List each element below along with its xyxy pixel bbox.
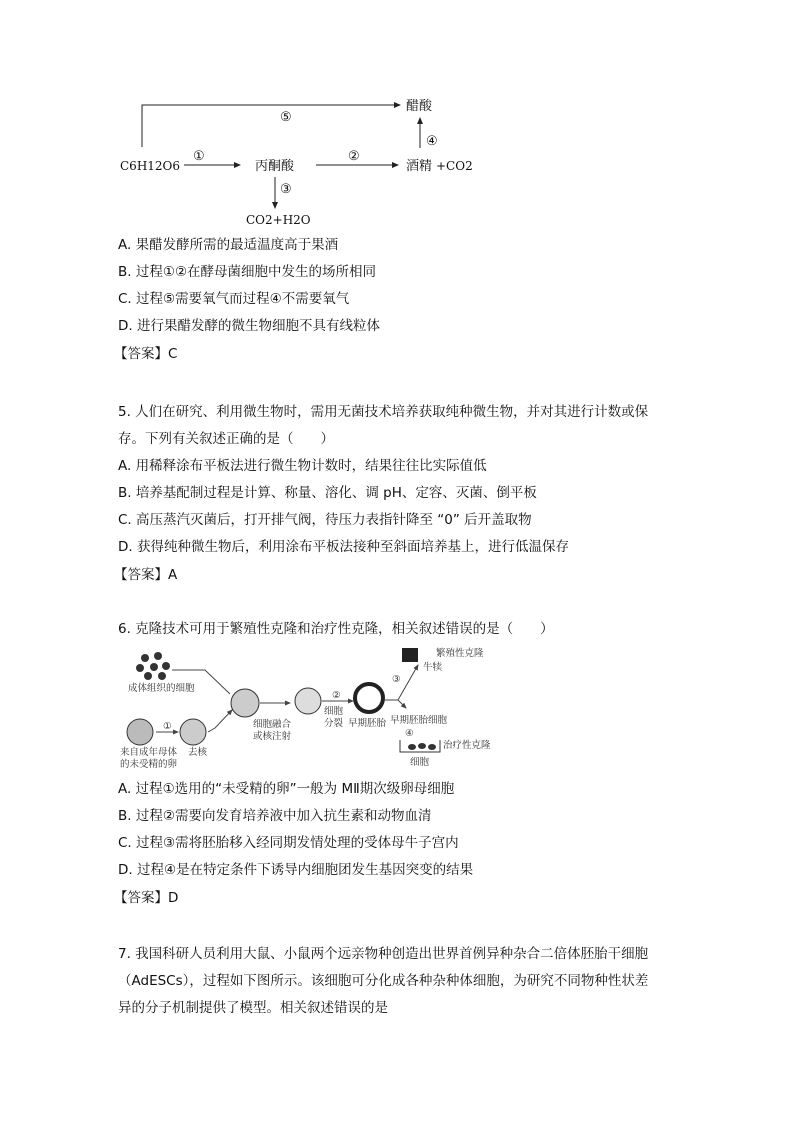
q6-option-b: B. 过程②需要向发育培养液中加入抗生素和动物血清 [118, 808, 432, 824]
step-2: ② [348, 149, 360, 164]
calf-label: 牛犊 [423, 662, 443, 673]
q7-stem-line2: （AdESCs），过程如下图所示。该细胞可分化成各种杂种体细胞，为研究不同物种性状差 [118, 973, 649, 989]
adult-cells-icon [136, 652, 170, 680]
q5-option-c: C. 高压蒸汽灭菌后，打开排气阀，待压力表指针降至 “0” 后开盖取物 [118, 512, 532, 528]
q5-option-a: A. 用稀释涂布平板法进行微生物计数时，结果往往比实际值低 [118, 458, 487, 474]
q6-option-d: D. 过程④是在特定条件下诱导内细胞团发生基因突变的结果 [118, 862, 474, 878]
enucleate-label: 去核 [188, 747, 208, 758]
q4-option-d: D. 进行果醋发酵的微生物细胞不具有线粒体 [118, 318, 380, 334]
early-embryo-icon [355, 684, 383, 712]
q4-option-a: A. 果醋发酵所需的最适温度高于果酒 [118, 237, 339, 253]
q5-stem-line1: 5. 人们在研究、利用微生物时，需用无菌技术培养获取纯种微生物，并对其进行计数或保 [118, 404, 649, 420]
fig-step-2: ② [332, 690, 341, 701]
egg-icon [127, 719, 153, 745]
embryo-cells-label: 早期胚胎细胞 [390, 715, 448, 726]
enucleated-egg-icon [180, 719, 206, 745]
fused-cell-icon [231, 689, 259, 717]
cloning-figure [110, 640, 510, 770]
q5-option-b: B. 培养基配制过程是计算、称量、溶化、调 pH、定容、灭菌、倒平板 [118, 485, 537, 501]
fusion-label-1: 细胞融合 [253, 719, 292, 730]
egg-label-1: 来自成年母体 [120, 747, 178, 758]
acetic-acid-label: 醋酸 [406, 99, 433, 114]
adult-cells-label: 成体组织的细胞 [128, 683, 195, 694]
q6-stem: 6. 克隆技术可用于繁殖性克隆和治疗性克隆，相关叙述错误的是（ ） [118, 621, 554, 637]
pyruvate-label: 丙酮酸 [255, 159, 295, 174]
q5-stem-line2: 存。下列有关叙述正确的是（ ） [118, 431, 334, 447]
q7-stem-line3: 异的分子机制提供了模型。相关叙述错误的是 [118, 1000, 388, 1016]
q5-option-d: D. 获得纯种微生物后，利用涂布平板法接种至斜面培养基上，进行低温保存 [118, 539, 569, 555]
q4-option-c: C. 过程⑤需要氧气而过程④不需要氧气 [118, 291, 350, 307]
therapeutic-cloning-label: 治疗性克隆 [443, 740, 491, 751]
q5-answer: 【答案】A [114, 567, 178, 583]
ethanol-label: 酒精 [406, 159, 433, 174]
early-embryo-label: 早期胚胎 [348, 718, 387, 729]
egg-label-2: 的未受精的卵 [120, 759, 178, 770]
step-4: ④ [426, 134, 438, 149]
q4-answer: 【答案】C [114, 346, 178, 362]
division-label-1: 细胞 [324, 706, 344, 717]
fusion-label-2: 或核注射 [253, 731, 292, 742]
step-3: ③ [280, 182, 292, 197]
q4-option-b: B. 过程①②在酵母菌细胞中发生的场所相同 [118, 264, 377, 280]
step-5: ⑤ [280, 110, 292, 125]
q7-stem-line1: 7. 我国科研人员利用大鼠、小鼠两个远亲物种创造出世界首例异种杂合二倍体胚胎干细胞 [118, 946, 649, 962]
step-1: ① [193, 149, 205, 164]
fig-step-1: ① [163, 721, 172, 732]
co2-h2o-label: CO2+H2O [246, 213, 311, 227]
reproductive-cloning-label: 繁殖性克隆 [436, 648, 484, 659]
q6-answer: 【答案】D [114, 890, 179, 906]
fig-step-4: ④ [405, 728, 414, 739]
division-label-2: 分裂 [324, 718, 344, 729]
calf-icon [402, 648, 418, 662]
q6-option-a: A. 过程①选用的“未受精的卵”一般为 MⅡ期次级卵母细胞 [118, 781, 455, 797]
dividing-cell-icon [295, 688, 321, 714]
co2-label: +CO2 [436, 159, 473, 173]
fermentation-diagram [110, 85, 490, 235]
glucose-label: C6H12O6 [120, 159, 181, 173]
cells-label: 细胞 [410, 757, 430, 768]
fig-step-3: ③ [392, 674, 401, 685]
q6-option-c: C. 过程③需将胚胎移入经同期发情处理的受体母牛子宫内 [118, 835, 459, 851]
